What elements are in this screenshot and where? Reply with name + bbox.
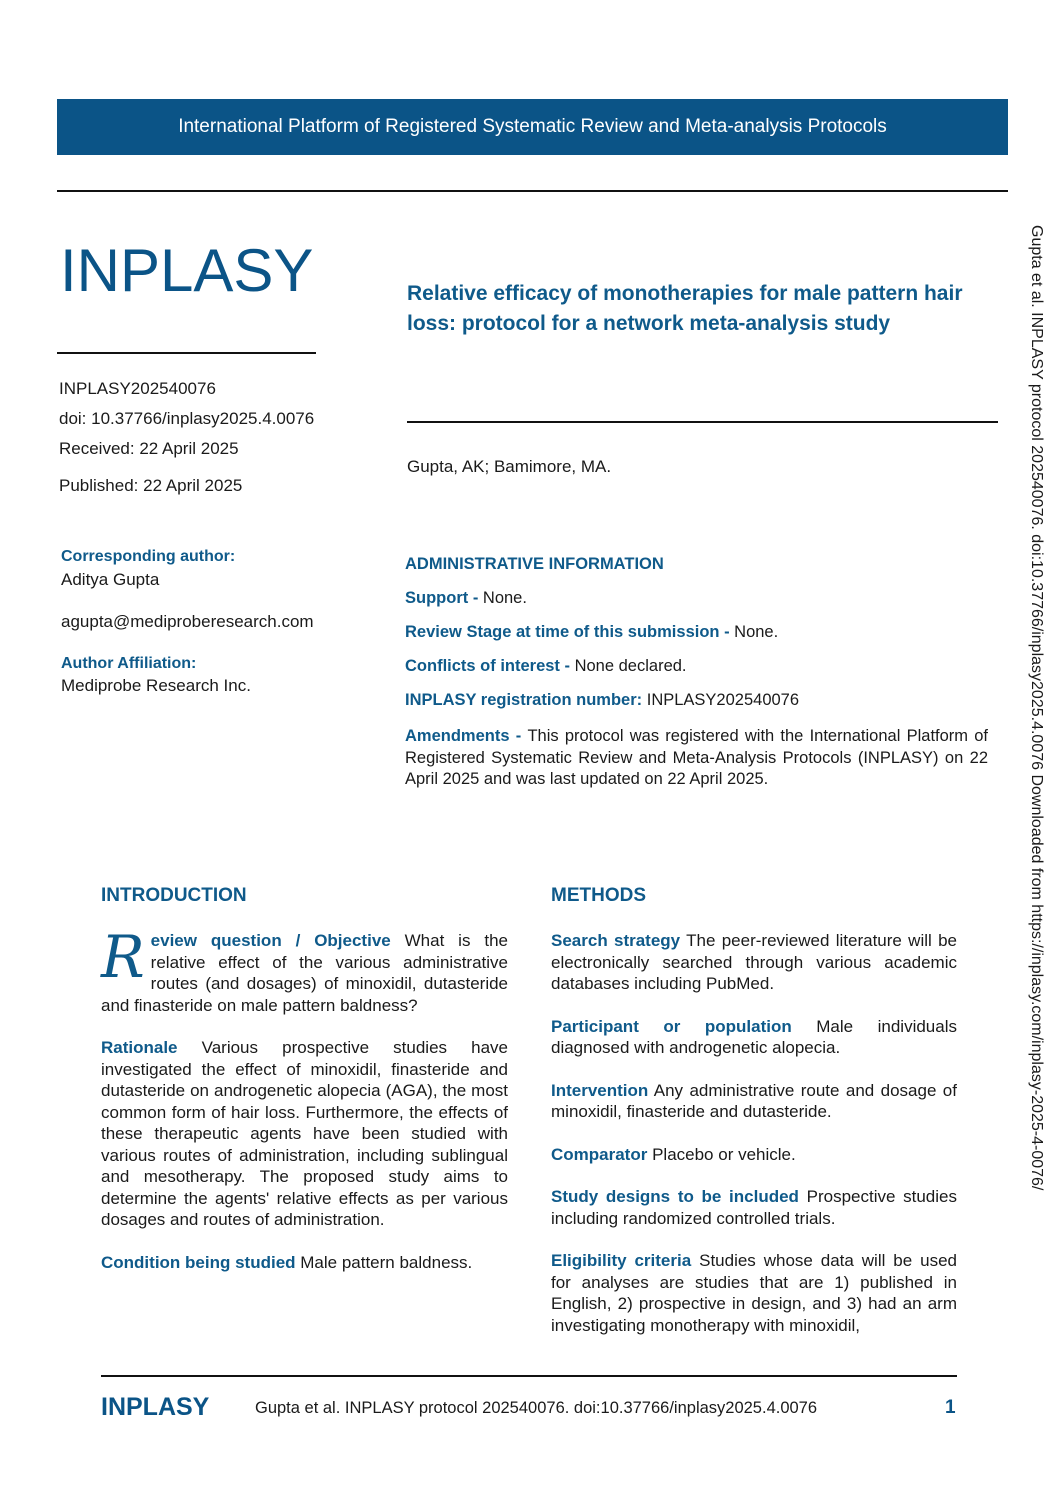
top-divider <box>57 190 1008 192</box>
review-question-paragraph <box>101 923 508 1016</box>
conflicts-value: None declared. <box>574 657 687 675</box>
conflicts-line <box>405 657 988 676</box>
support-value: None. <box>482 589 527 607</box>
search-strategy-label: Search strategy <box>551 931 681 950</box>
methods-heading: METHODS <box>551 885 646 906</box>
article-title: Relative efficacy of monotherapies for male pattern hair loss: protocol for a network meta-analysis study <box>407 282 963 335</box>
registration-id: INPLASY202540076 <box>59 379 216 398</box>
corresponding-author-name: Aditya Gupta <box>61 570 160 589</box>
eligibility-label: Eligibility criteria <box>551 1251 692 1270</box>
participant-paragraph <box>551 1016 957 1059</box>
header-banner: International Platform of Registered Systematic Review and Meta-analysis Protocols <box>57 99 1008 155</box>
author-affiliation: Mediprobe Research Inc. <box>61 676 251 695</box>
comparator-paragraph <box>551 1144 957 1166</box>
registration-number-value: INPLASY202540076 <box>646 691 800 709</box>
footer-citation: Gupta et al. INPLASY protocol 202540076. doi:10.37766/inplasy2025.4.0076 <box>255 1399 818 1417</box>
amendments-label: Amendments - <box>405 727 528 745</box>
support-line <box>405 589 988 608</box>
published-date: Published: 22 April 2025 <box>59 476 243 495</box>
review-stage-label: Review Stage at time of this submission - <box>405 623 735 641</box>
rationale-label: Rationale <box>101 1038 178 1057</box>
doi-text: doi: 10.37766/inplasy2025.4.0076 <box>59 409 315 428</box>
rationale-text: Various prospective studies have investigated the effect of minoxidil, finasteride and dutasteride on androgenetic alopecia (AGA), the most common form of hair loss. Furthermore, the effects of these therapeutic agents have been studied with various routes of administration, including sublingual and mesotherapy. The proposed study aims to determine the agents' relative effects as per various dosages and routes of administration. <box>101 1038 508 1229</box>
search-strategy-paragraph <box>551 930 957 995</box>
admin-heading <box>405 555 988 574</box>
participant-label: Participant or population <box>551 1016 792 1036</box>
intervention-paragraph <box>551 1080 957 1123</box>
registration-number-label: INPLASY registration number: <box>405 691 647 709</box>
corresponding-author-email[interactable]: agupta@mediproberesearch.com <box>61 612 314 631</box>
condition-label: Condition being studied <box>101 1252 296 1272</box>
study-designs-text: Prospective studies including randomized controlled trials. <box>551 1187 957 1228</box>
intervention-label: Intervention <box>551 1080 649 1100</box>
comparator-text: Placebo or vehicle. <box>647 1144 796 1164</box>
introduction-column <box>101 923 508 1294</box>
amendments-line <box>405 726 988 791</box>
condition-text: Male pattern baldness. <box>295 1252 473 1272</box>
amendments-value: This protocol was registered with the International Platform of Registered Systematic Review and Meta-Analysis Protocols (INPLASY) on 22 April 2025 and was last updated on 22 April 2025. <box>405 727 988 788</box>
eligibility-paragraph <box>551 1250 957 1336</box>
review-question-text: What is the relative effect of the various administrative routes (and dosages) of minoxidil, dutasteride and finasteride on male pattern baldness? <box>101 931 508 1015</box>
registration-number-line <box>405 691 988 710</box>
author-affiliation-label: Author Affiliation: <box>61 655 197 672</box>
support-label: Support - <box>405 589 483 607</box>
rationale-paragraph <box>101 1037 508 1231</box>
comparator-label: Comparator <box>551 1144 648 1164</box>
received-date: Received: 22 April 2025 <box>59 439 239 458</box>
study-designs-paragraph <box>551 1186 957 1229</box>
introduction-heading: INTRODUCTION <box>101 885 247 906</box>
conflicts-label: Conflicts of interest - <box>405 657 575 675</box>
brand-logo-text: INPLASY <box>60 237 314 304</box>
review-stage-value: None. <box>734 623 779 641</box>
review-stage-line <box>405 623 988 642</box>
eligibility-text: Studies whose data will be used for analyses are studies that are 1) published in English, 2) prospective in design, and 3) had an arm investigating monotherapy with minoxidil, <box>551 1251 957 1335</box>
author-list: Gupta, AK; Bamimore, MA. <box>407 457 612 476</box>
title-divider <box>407 421 998 423</box>
footer-divider <box>101 1375 957 1377</box>
intervention-text: Any administrative route and dosage of minoxidil, finasteride and dutasteride. <box>551 1080 957 1121</box>
methods-column <box>551 930 957 1336</box>
page-number: 1 <box>945 1397 956 1418</box>
search-strategy-text: The peer-reviewed literature will be electronically searched through various academic databases including PubMed. <box>551 931 957 993</box>
download-sidebar: Gupta et al. INPLASY protocol 202540076. doi:10.37766/inplasy2025.4.0076 Downloaded from https://inplasy.com/inplasy-2025-4-0076/ <box>1028 225 1045 1191</box>
brand-divider <box>57 352 316 354</box>
drop-cap: R <box>101 923 145 991</box>
study-designs-label: Study designs to be included <box>551 1187 799 1206</box>
footer-brand: INPLASY <box>101 1393 210 1421</box>
review-question-label: eview question / Objective <box>150 931 391 950</box>
admin-heading-text: ADMINISTRATIVE INFORMATION <box>405 555 664 573</box>
corresponding-author-label: Corresponding author: <box>61 548 236 565</box>
condition-paragraph <box>101 1252 508 1274</box>
participant-text: Male individuals diagnosed with androgenetic alopecia. <box>551 1016 957 1057</box>
